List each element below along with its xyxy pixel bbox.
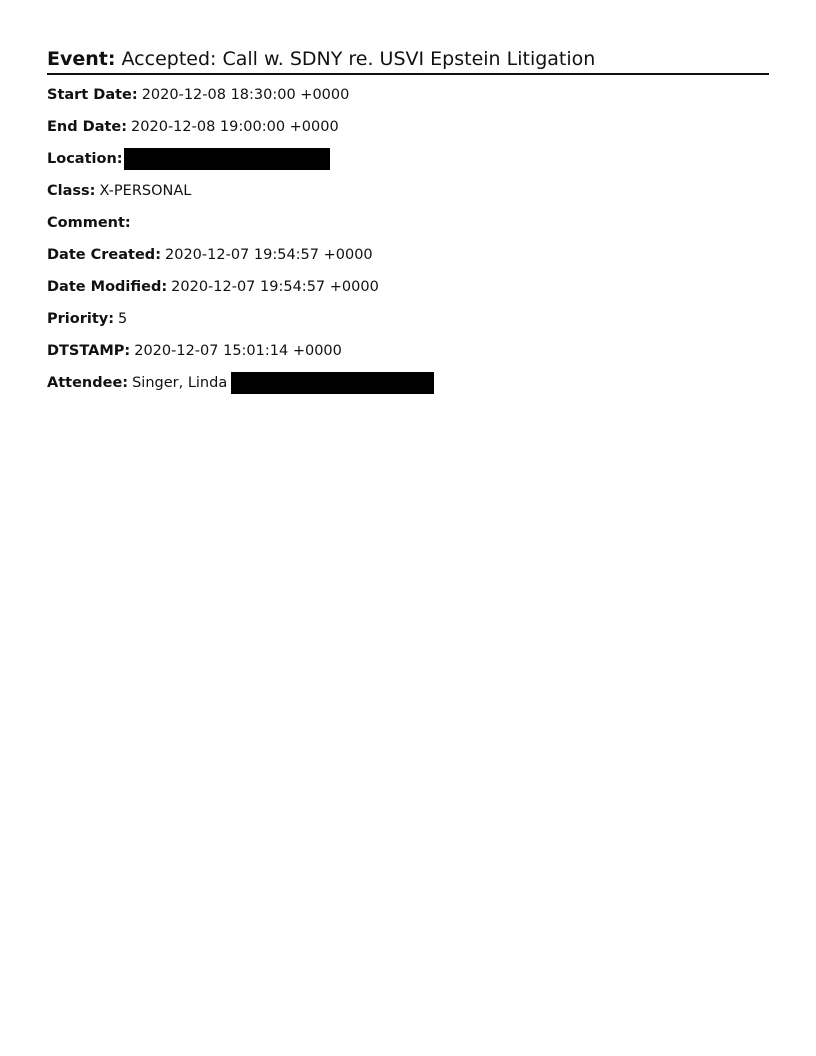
date-created-field — [47, 245, 769, 277]
date-created-value: 2020-12-07 19:54:57 +0000 — [165, 247, 373, 263]
date-created-label: Date Created: — [47, 247, 161, 263]
end-date-field — [47, 117, 769, 149]
attendee-label: Attendee: — [47, 375, 129, 391]
dtstamp-value: 2020-12-07 15:01:14 +0000 — [134, 343, 342, 359]
start-date-field — [47, 85, 769, 117]
attendee-redaction — [231, 372, 434, 394]
calendar-event-record — [47, 46, 769, 405]
attendee-field — [47, 373, 769, 405]
location-redaction — [124, 148, 330, 170]
priority-label: Priority: — [47, 311, 115, 327]
date-modified-value: 2020-12-07 19:54:57 +0000 — [171, 279, 379, 295]
start-date-value: 2020-12-08 18:30:00 +0000 — [141, 87, 350, 103]
event-fields — [47, 85, 769, 405]
class-field — [47, 181, 769, 213]
comment-field — [47, 213, 769, 245]
location-label: Location: — [47, 151, 123, 167]
end-date-value: 2020-12-08 19:00:00 +0000 — [131, 119, 339, 135]
dtstamp-label: DTSTAMP: — [47, 343, 131, 359]
attendee-value: Singer, Linda — [132, 375, 228, 391]
date-modified-field — [47, 277, 769, 309]
date-modified-label: Date Modified: — [47, 279, 168, 295]
priority-field — [47, 309, 769, 341]
class-value: X-PERSONAL — [99, 183, 192, 199]
priority-value: 5 — [118, 311, 128, 327]
dtstamp-field — [47, 341, 769, 373]
event-title: Accepted: Call w. SDNY re. USVI Epstein Litigation — [121, 48, 596, 70]
location-field — [47, 149, 769, 181]
start-date-label: Start Date: — [47, 87, 138, 103]
comment-label: Comment: — [47, 215, 131, 231]
event-header — [47, 46, 769, 75]
end-date-label: End Date: — [47, 119, 128, 135]
event-label: Event: — [47, 48, 116, 70]
class-label: Class: — [47, 183, 96, 199]
